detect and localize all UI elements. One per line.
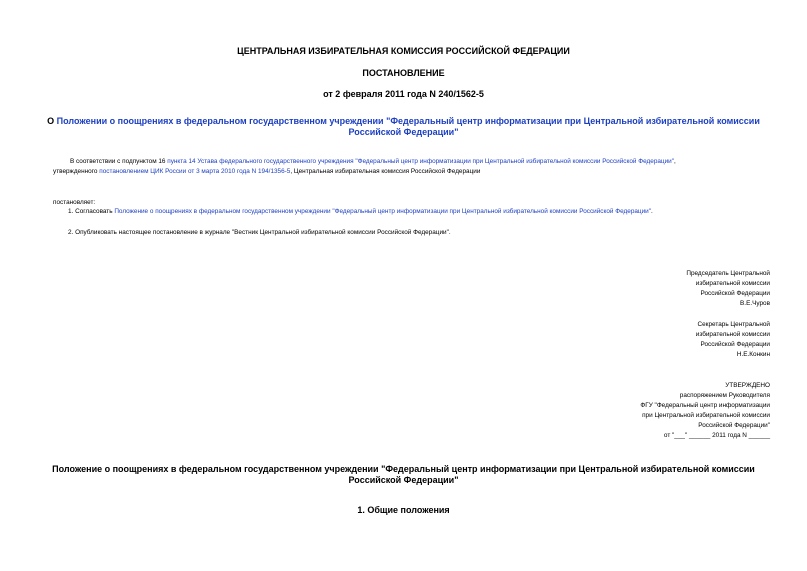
subject-prefix: О [47,116,57,126]
item-1-link[interactable]: Положение о поощрениях в федеральном государственном учреждении "Федеральный центр информатизации при Центральной избирательной комиссии Российской Федерации" [114,208,652,215]
approved-line: при Центральной избирательной комиссии [642,412,770,419]
approved-line: Российской Федерации" [698,422,770,429]
preamble-charter-link[interactable]: пункта 14 Устава федерального государственного учреждения "Федеральный центр информатизации при Центральной избирательной комиссии Российской Федерации" [167,158,675,165]
preamble-resolution-link[interactable]: постановлением ЦИК России от 3 марта 2010 года N 194/1356-5 [99,168,291,175]
chair-signature [686,269,770,309]
subject-link-line2[interactable]: Российской Федерации" [348,127,459,137]
doc-type: ПОСТАНОВЛЕНИЕ [362,68,445,78]
secretary-signature [696,320,770,360]
secretary-line: избирательной комиссии [695,331,770,338]
secretary-line: Российской Федерации [700,341,770,348]
approved-heading: УТВЕРЖДЕНО [725,382,770,389]
chair-line: избирательной комиссии [695,280,770,287]
preamble-line2 [53,167,480,177]
approved-line: распоряжением Руководителя [679,392,770,399]
preamble-line1 [70,157,676,167]
chair-line: Председатель Центральной [686,270,770,277]
item-1-end: . [651,208,653,215]
annex-title-line1: Положение о поощрениях в федеральном государственном учреждении "Федеральный центр информатизации при Центральной избирательной комиссии [52,464,755,474]
subject-link-line1[interactable]: Положении о поощрениях в федеральном государственном учреждении "Федеральный центр информатизации при Центральной избирательной комиссии [56,116,760,126]
secretary-line: Секретарь Центральной [697,321,770,328]
approved-date-line: от "___" ______ 2011 года N ______ [663,432,770,439]
preamble-text1: В соответствии с подпунктом 16 [70,158,168,165]
item-2: 2. Опубликовать настоящее постановление в журнале "Вестник Центральной избирательной комиссии Российской Федерации". [68,229,451,236]
preamble-text4: , Центральная избирательная комиссия Российской Федерации [290,168,481,175]
approved-block [640,381,770,441]
chair-name: В.Е.Чуров [740,300,770,307]
item-1 [68,207,653,217]
org-name: ЦЕНТРАЛЬНАЯ ИЗБИРАТЕЛЬНАЯ КОМИССИЯ РОССИЙСКОЙ ФЕДЕРАЦИИ [237,46,570,56]
section-1-heading: 1. Общие положения [357,505,450,515]
preamble-text3: утвержденного [53,168,100,175]
subject-title [0,116,807,138]
doc-date: от 2 февраля 2011 года N 240/1562-5 [323,89,484,99]
secretary-name: Н.Е.Конкин [736,351,770,358]
annex-title [0,464,807,486]
preamble-text2: , [674,158,676,165]
approved-line: ФГУ "Федеральный центр информатизации [640,402,770,409]
item-1-text: 1. Согласовать [68,208,115,215]
annex-title-line2: Российской Федерации" [348,475,459,485]
resolves-label: постановляет: [53,199,96,206]
chair-line: Российской Федерации [700,290,770,297]
